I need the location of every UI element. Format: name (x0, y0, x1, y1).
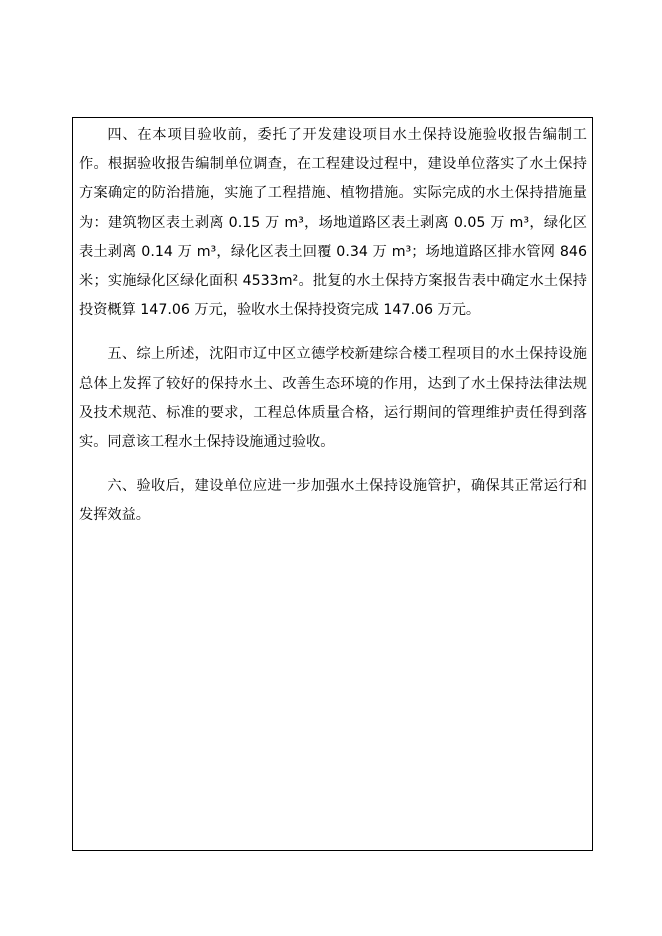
document-body (79, 121, 587, 531)
paragraph-post-acceptance: 六、验收后，建设单位应进一步加强水土保持设施管护，确保其正常运行和发挥效益。 (79, 478, 587, 524)
paragraph-acceptance-measures: 四、在本项目验收前，委托了开发建设项目水土保持设施验收报告编制工作。根据验收报告编制单位调查，在工程建设过程中，建设单位落实了水土保持方案确定的防治措施，实施了工程措施、植物措施。实际完成的水土保持措施量为：建筑物区表土剥离 0.15 万 m³，场地道路区表土剥离 0.05 万 m³，绿化区表土剥离 0.14 万 m³，绿化区表土回覆 0.34 万 m³；场地道路区排水管网 846 米；实施绿化区绿化面积 4533m²。批复的水土保持方案报告表中确定水土保持投资概算 147.06 万元，验收水土保持投资完成 147.06 万元。 (79, 127, 587, 319)
paragraph-acceptance-conclusion: 五、综上所述，沈阳市辽中区立德学校新建综合楼工程项目的水土保持设施总体上发挥了较好的保持水土、改善生态环境的作用，达到了水土保持法律法规及技术规范、标准的要求，工程总体质量合格，运行期间的管理维护责任得到落实。同意该工程水土保持设施通过验收。 (79, 346, 587, 451)
